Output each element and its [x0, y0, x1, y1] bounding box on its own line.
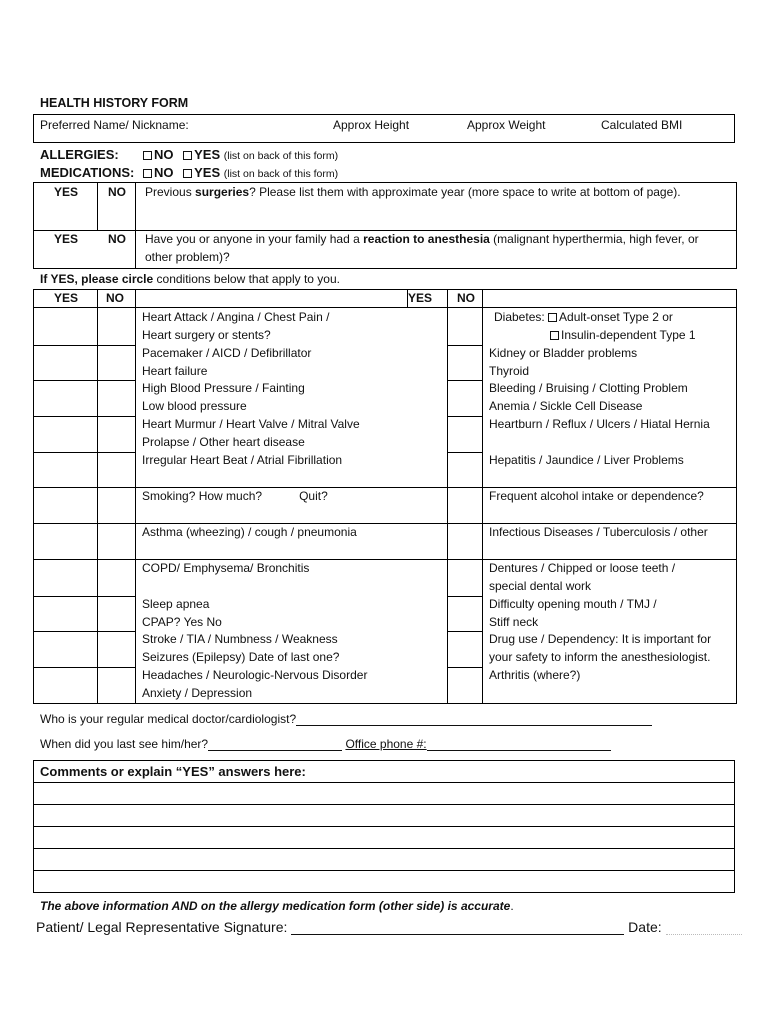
doctor-question: Who is your regular medical doctor/cardiologist? — [40, 712, 652, 726]
comment-line[interactable] — [33, 783, 735, 805]
condition-headaches: Headaches / Neurologic-Nervous Disorder Anxiety / Depression — [142, 668, 368, 700]
condition-irregular-heartbeat: Irregular Heart Beat / Atrial Fibrillation — [142, 453, 343, 467]
condition-drug-use: Drug use / Dependency: It is important for your safety to inform the anesthesiologist. — [489, 632, 712, 664]
medications-label: MEDICATIONS: — [40, 165, 135, 180]
checkbox-icon[interactable] — [143, 169, 152, 178]
doctor-field[interactable] — [296, 712, 652, 726]
condition-mouth-opening: Difficulty opening mouth / TMJ / Stiff neck — [489, 597, 657, 629]
comment-line[interactable] — [33, 805, 735, 827]
office-phone-label: Office phone #: — [345, 737, 427, 751]
if-yes-instructions: If YES, please circle conditions below that apply to you. — [40, 272, 340, 286]
surgery-yes-col[interactable]: YES — [54, 185, 79, 199]
condition-heartburn: Heartburn / Reflux / Ulcers / Hiatal Hernia — [489, 417, 710, 431]
condition-blood-pressure: High Blood Pressure / Fainting Low blood pressure — [142, 381, 305, 413]
weight-label: Approx Weight — [467, 118, 546, 132]
conditions-table — [33, 289, 737, 704]
condition-copd: COPD/ Emphysema/ Bronchitis — [142, 561, 310, 575]
signature-row — [36, 919, 742, 935]
medications-note: (list on back of this form) — [223, 168, 339, 180]
condition-hepatitis: Hepatitis / Jaundice / Liver Problems — [489, 453, 684, 467]
comment-line[interactable] — [33, 827, 735, 849]
left-yes-header: YES — [54, 291, 79, 305]
signature-label: Patient/ Legal Representative Signature: — [36, 919, 288, 935]
checkbox-icon[interactable] — [550, 331, 559, 340]
allergies-yes: YES — [194, 147, 221, 162]
checkbox-icon[interactable] — [143, 151, 152, 160]
signature-field[interactable] — [291, 919, 624, 935]
allergies-row — [40, 147, 339, 162]
condition-smoking: Smoking? How much? Quit? — [142, 489, 328, 503]
last-seen-field[interactable] — [208, 737, 342, 751]
right-no-header: NO — [457, 291, 475, 305]
comment-line[interactable] — [33, 849, 735, 871]
checkbox-icon[interactable] — [183, 169, 192, 178]
date-field[interactable] — [666, 919, 742, 935]
comment-line[interactable] — [33, 871, 735, 893]
condition-heart-attack: Heart Attack / Angina / Chest Pain / Heart surgery or stents? — [142, 310, 330, 342]
condition-stroke: Stroke / TIA / Numbness / Weakness Seizures (Epilepsy) Date of last one? — [142, 632, 340, 664]
allergies-no: NO — [154, 147, 174, 162]
left-no-header: NO — [106, 291, 124, 305]
checkbox-icon[interactable] — [183, 151, 192, 160]
condition-kidney: Kidney or Bladder problems Thyroid — [489, 346, 638, 378]
nickname-label: Preferred Name/ Nickname: — [40, 118, 189, 132]
date-label: Date: — [628, 919, 662, 935]
top-info-box — [33, 114, 735, 143]
checkbox-icon[interactable] — [548, 313, 557, 322]
anesthesia-no-col[interactable]: NO — [108, 232, 126, 246]
anesthesia-yes-col[interactable]: YES — [54, 232, 79, 246]
condition-pacemaker: Pacemaker / AICD / Defibrillator Heart failure — [142, 346, 312, 378]
last-seen-question: When did you last see him/her? Office phone #: — [40, 737, 611, 751]
form-title: HEALTH HISTORY FORM — [40, 96, 189, 110]
surgery-box — [33, 182, 737, 269]
medications-yes: YES — [194, 165, 221, 180]
allergies-label: ALLERGIES: — [40, 147, 119, 162]
office-phone-field[interactable] — [427, 737, 611, 751]
medications-row — [40, 165, 339, 180]
surgery-no-col[interactable]: NO — [108, 185, 126, 199]
accuracy-statement: The above information AND on the allergy medication form (other side) is accurate. — [40, 899, 514, 913]
right-yes-header: YES — [408, 291, 433, 305]
condition-diabetes: Diabetes: Adult-onset Type 2 or Insulin-dependent Type 1 — [494, 310, 696, 342]
condition-bleeding: Bleeding / Bruising / Clotting Problem Anemia / Sickle Cell Disease — [489, 381, 688, 413]
anesthesia-question: Have you or anyone in your family had a reaction to anesthesia (malignant hyperthermia, high fever, or other problem)? — [145, 232, 699, 264]
condition-heart-murmur: Heart Murmur / Heart Valve / Mitral Valve Prolapse / Other heart disease — [142, 417, 360, 449]
comments-header: Comments or explain “YES” answers here: — [40, 764, 306, 779]
condition-alcohol: Frequent alcohol intake or dependence? — [489, 489, 704, 503]
allergies-note: (list on back of this form) — [223, 150, 339, 162]
condition-arthritis: Arthritis (where?) — [489, 668, 581, 682]
condition-asthma: Asthma (wheezing) / cough / pneumonia — [142, 525, 357, 539]
condition-infectious: Infectious Diseases / Tuberculosis / other — [489, 525, 708, 539]
comments-header-box — [33, 760, 735, 783]
surgeries-question: Previous surgeries? Please list them with approximate year (more space to write at bottom of page). — [145, 185, 681, 199]
condition-sleep-apnea: Sleep apnea CPAP? Yes No — [142, 597, 222, 629]
height-label: Approx Height — [333, 118, 410, 132]
bmi-label: Calculated BMI — [601, 118, 683, 132]
medications-no: NO — [154, 165, 174, 180]
condition-dentures: Dentures / Chipped or loose teeth / special dental work — [489, 561, 676, 593]
